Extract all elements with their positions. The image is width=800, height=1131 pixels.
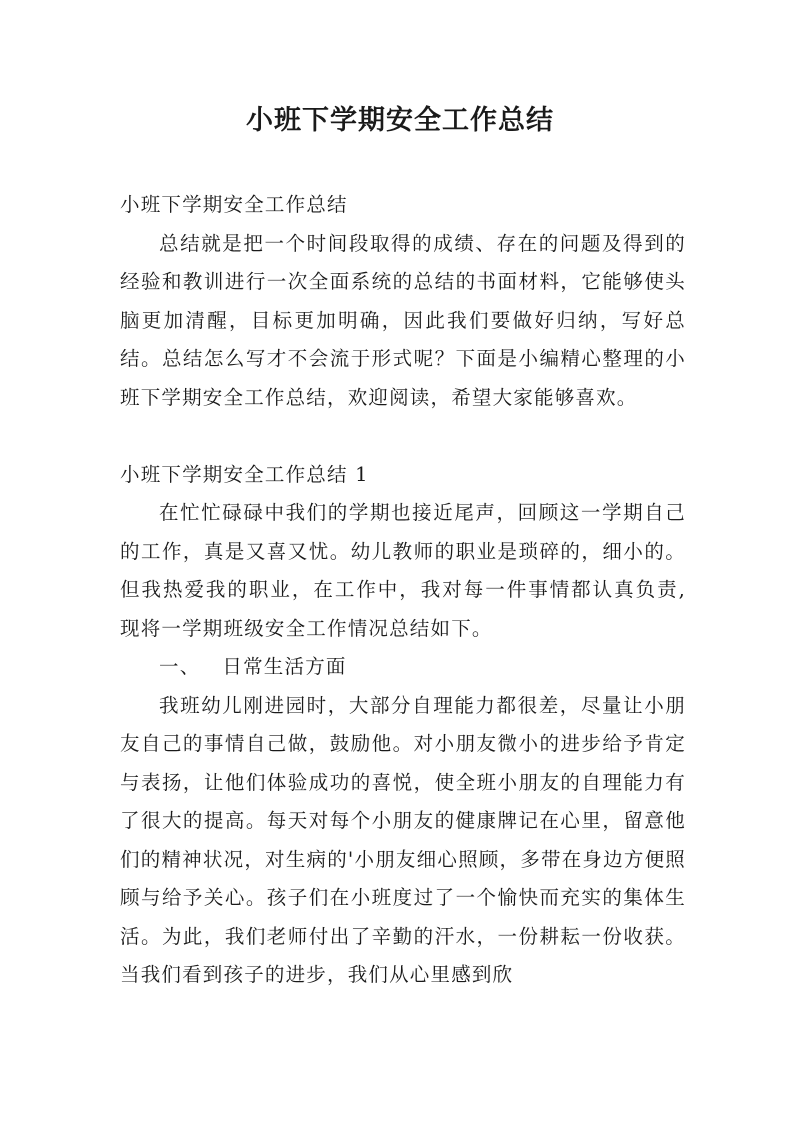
- intro-paragraph: 总结就是把一个时间段取得的成绩、存在的问题及得到的经验和教训进行一次全面系统的总结的书面材料，它能够使头脑更加清醒，目标更加明确，因此我们要做好归纳，写好总结。总结怎么写才不会流于形式呢？下面是小编精心整理的小班下学期安全工作总结，欢迎阅读，希望大家能够喜欢。: [120, 231, 686, 409]
- document-body: [120, 186, 686, 995]
- subheading-daily-life: [120, 648, 686, 687]
- subheading-number: 一、: [159, 655, 201, 678]
- subheading-text: 日常生活方面: [222, 655, 347, 678]
- section1-paragraph: 在忙忙碌碌中我们的学期也接近尾声，回顾这一学期自己的工作，真是又喜又忧。幼儿教师的职业是琐碎的，细小的。但我热爱我的职业，在工作中，我对每一件事情都认真负责,现将一学期班级安全工作情况总结如下。: [120, 501, 686, 640]
- document-title: 小班下学期安全工作总结: [246, 105, 554, 136]
- intro-heading: 小班下学期安全工作总结: [120, 193, 348, 216]
- section1-heading: 小班下学期安全工作总结 1: [120, 462, 369, 486]
- section1-paragraph2: 我班幼儿刚进园时，大部分自理能力都很差，尽量让小朋友自己的事情自己做，鼓励他。对小朋友微小的进步给予肯定与表扬，让他们体验成功的喜悦，使全班小朋友的自理能力有了很大的提高。每天对每个小朋友的健康牌记在心里，留意他们的精神状况，对生病的'小朋友细心照顾，多带在身边方便照顾与给予关心。孩子们在小班度过了一个愉快而充实的集体生活。为此，我们老师付出了辛勤的汗水，一份耕耘一份收获。当我们看到孩子的进步，我们从心里感到欣: [120, 693, 686, 986]
- blank-line: [120, 417, 686, 456]
